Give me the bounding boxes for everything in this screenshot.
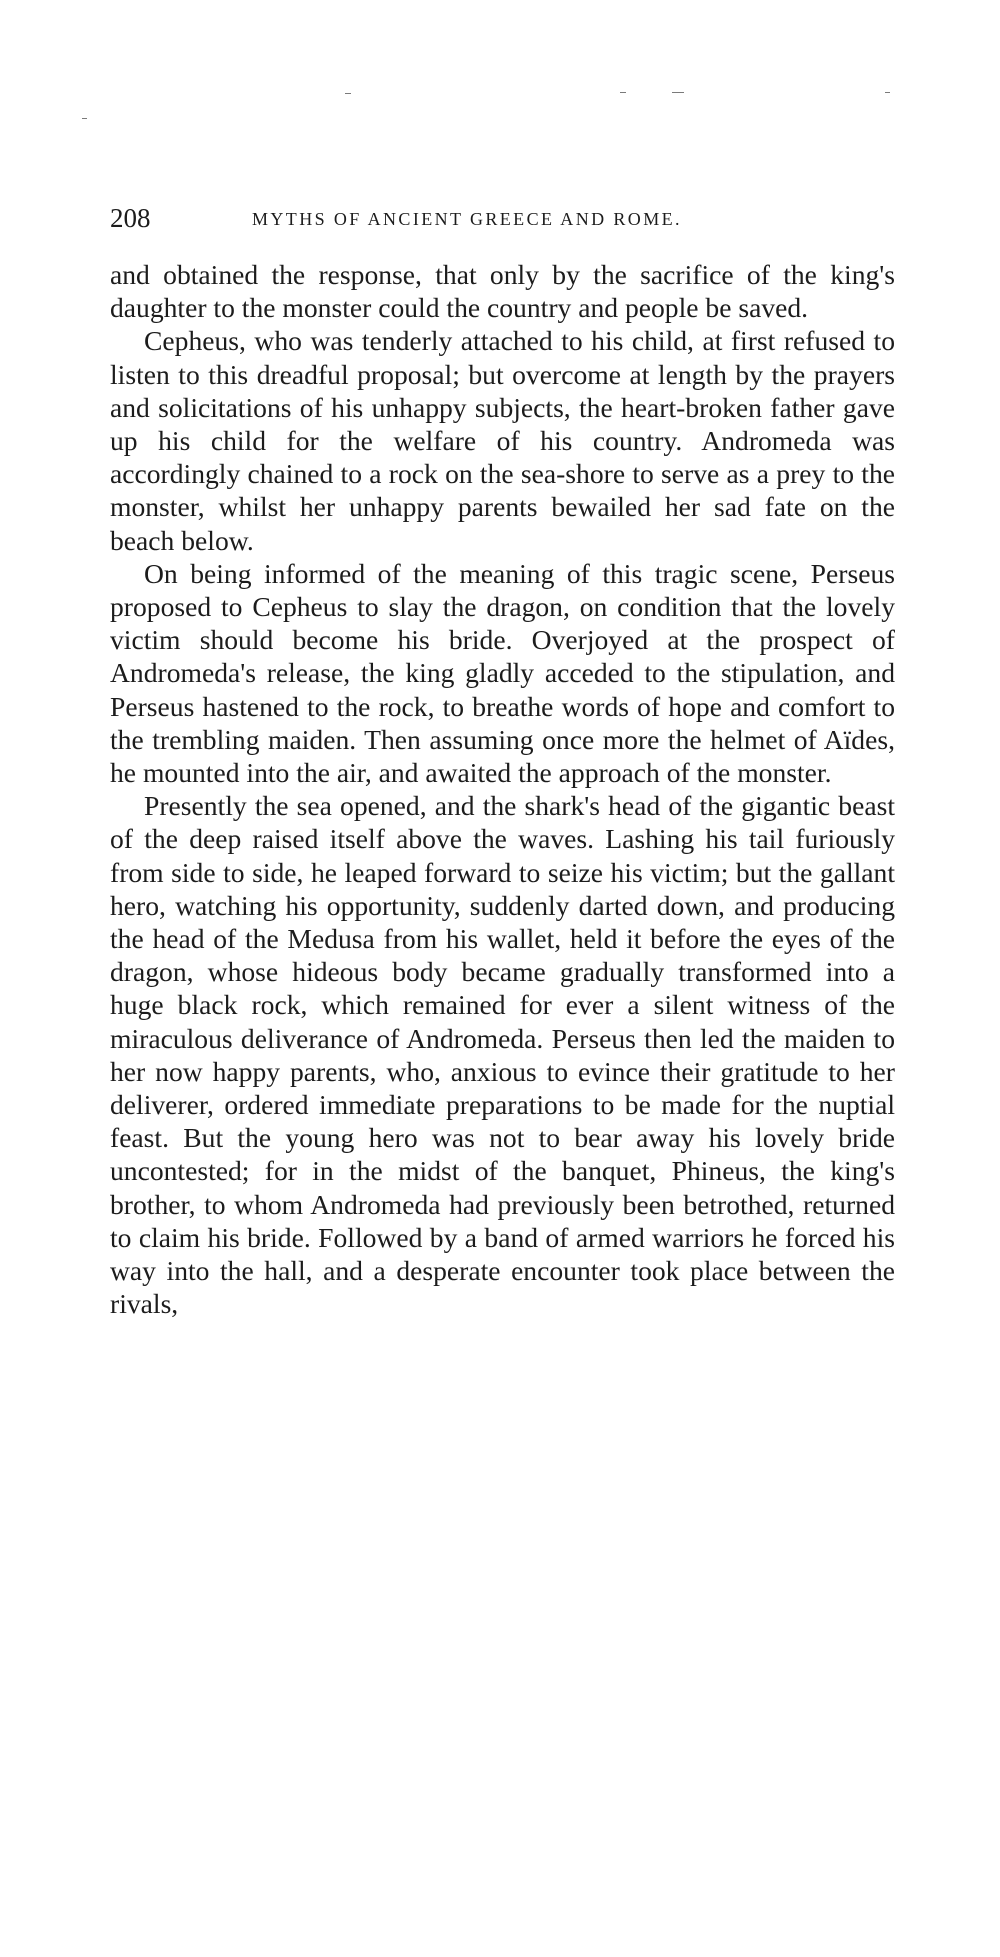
paragraph: Cepheus, who was tenderly attached to his child, at first refused to listen to this dreadful proposal; but overcome at length by the prayers and solicitations of his unhappy subjects, the heart-broken father gave up his child for the welfare of his country. Andromeda was accordingly chained to a rock on the sea-shore to serve as a prey to the monster, whilst her unhappy parents bewailed her sad fate on the beach below. <box>110 325 895 556</box>
paragraph: Presently the sea opened, and the shark's head of the gigantic beast of the deep raised itself above the waves. Lashing his tail furiously from side to side, he leaped forward to seize his victim; but the gallant hero, watching his opportunity, suddenly darted down, and producing the head of the Medusa from his wallet, held it before the eyes of the dragon, whose hideous body became gradually transformed into a huge black rock, which remained for ever a silent witness of the miraculous deliverance of Andromeda. Perseus then led the maiden to her now happy parents, who, anxious to evince their gratitude to her deliverer, ordered immediate preparations to be made for the nuptial feast. But the young hero was not to bear away his lovely bride uncontested; for in the midst of the banquet, Phineus, the king's brother, to whom Andromeda had previously been betrothed, returned to claim his bride. Followed by a band of armed warriors he forced his way into the hall, and a desperate encounter took place between the rivals, <box>110 790 895 1320</box>
scan-speck <box>885 92 890 93</box>
page-number: 208 <box>110 203 151 233</box>
scan-speck <box>345 93 351 94</box>
paragraph-continued: and obtained the response, that only by the sacrifice of the king's daughter to the monster could the country and people be saved. <box>110 259 895 324</box>
page-header <box>110 200 895 240</box>
scan-speck <box>672 92 684 93</box>
body-text <box>110 258 895 1321</box>
running-title: MYTHS OF ANCIENT GREECE AND ROME. <box>252 209 682 229</box>
paragraph: On being informed of the meaning of this tragic scene, Perseus proposed to Cepheus to slay the dragon, on condition that the lovely victim should become his bride. Overjoyed at the prospect of Andromeda's release, the king gladly acceded to the stipulation, and Perseus hastened to the rock, to breathe words of hope and comfort to the trembling maiden. Then assuming once more the helmet of Aïdes, he mounted into the air, and awaited the approach of the monster. <box>110 557 895 789</box>
scan-speck <box>620 92 626 93</box>
scan-speck <box>82 118 87 119</box>
